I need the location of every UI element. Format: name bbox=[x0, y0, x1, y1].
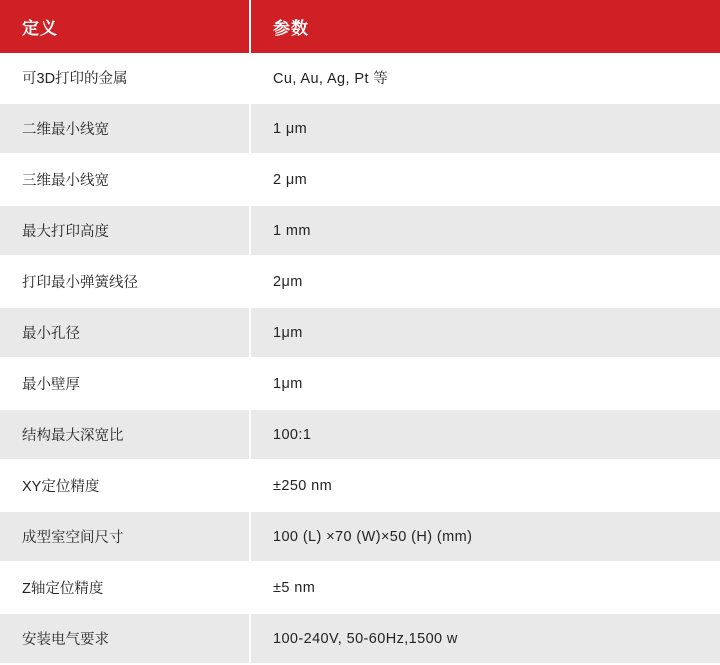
table-row bbox=[0, 205, 720, 256]
cell-parameter: ±5 nm bbox=[250, 562, 720, 613]
cell-parameter: Cu, Au, Ag, Pt 等 bbox=[250, 53, 720, 103]
cell-parameter: ±250 nm bbox=[250, 460, 720, 511]
table-row bbox=[0, 53, 720, 103]
cell-parameter: 1μm bbox=[250, 358, 720, 409]
cell-definition: 可3D打印的金属 bbox=[0, 53, 250, 103]
cell-definition: 二维最小线宽 bbox=[0, 103, 250, 154]
cell-definition: 安装电气要求 bbox=[0, 613, 250, 664]
cell-parameter: 1 mm bbox=[250, 205, 720, 256]
table-row bbox=[0, 103, 720, 154]
cell-definition: 结构最大深宽比 bbox=[0, 409, 250, 460]
cell-parameter: 100:1 bbox=[250, 409, 720, 460]
cell-parameter: 1μm bbox=[250, 307, 720, 358]
table-row bbox=[0, 460, 720, 511]
cell-definition: 最大打印高度 bbox=[0, 205, 250, 256]
cell-parameter: 100 (L) ×70 (W)×50 (H) (mm) bbox=[250, 511, 720, 562]
cell-definition: 成型室空间尺寸 bbox=[0, 511, 250, 562]
table-row bbox=[0, 409, 720, 460]
table-row bbox=[0, 511, 720, 562]
cell-definition: XY定位精度 bbox=[0, 460, 250, 511]
cell-parameter: 100-240V, 50-60Hz,1500 w bbox=[250, 613, 720, 664]
table-row bbox=[0, 358, 720, 409]
cell-definition: 最小壁厚 bbox=[0, 358, 250, 409]
table-row bbox=[0, 562, 720, 613]
table-row bbox=[0, 154, 720, 205]
cell-definition: 三维最小线宽 bbox=[0, 154, 250, 205]
table-row bbox=[0, 613, 720, 664]
cell-parameter: 2μm bbox=[250, 256, 720, 307]
cell-definition: 打印最小弹簧线径 bbox=[0, 256, 250, 307]
cell-definition: 最小孔径 bbox=[0, 307, 250, 358]
table-row bbox=[0, 307, 720, 358]
table-header bbox=[0, 0, 720, 53]
table-header-row bbox=[0, 0, 720, 53]
cell-definition: Z轴定位精度 bbox=[0, 562, 250, 613]
column-header-definition: 定义 bbox=[0, 0, 250, 53]
table-row bbox=[0, 256, 720, 307]
cell-parameter: 1 μm bbox=[250, 103, 720, 154]
column-header-parameter: 参数 bbox=[250, 0, 720, 53]
table-body bbox=[0, 53, 720, 664]
cell-parameter: 2 μm bbox=[250, 154, 720, 205]
